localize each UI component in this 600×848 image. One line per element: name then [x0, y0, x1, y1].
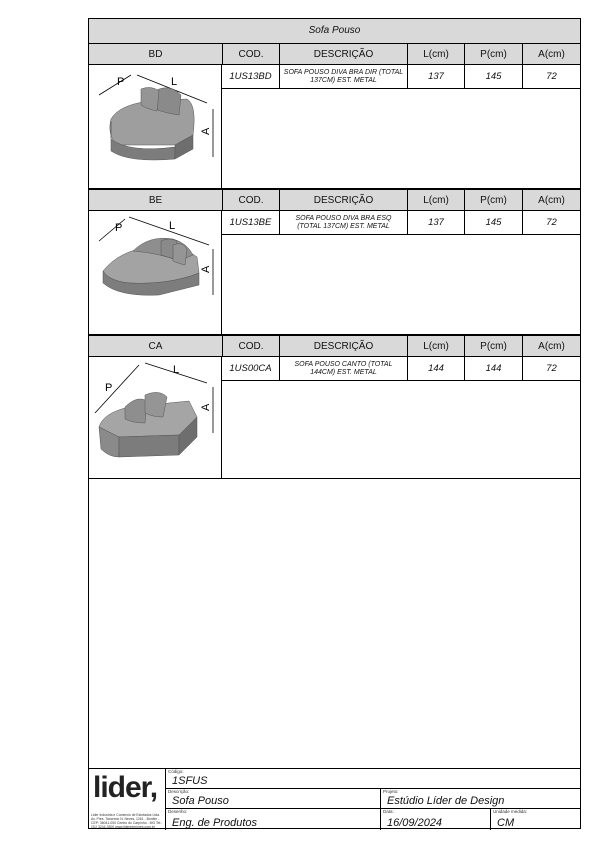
- section-label: BD: [148, 49, 163, 60]
- descricao-label: Descrição:: [168, 789, 190, 794]
- col-cod: COD.: [222, 336, 279, 357]
- section-header: [89, 335, 580, 357]
- cell-desc: SOFA POUSO DIVA BRA DIR (TOTAL 137CM) EST. METAL: [279, 65, 407, 88]
- col-cod: COD.: [222, 44, 279, 65]
- dim-a: A: [200, 127, 212, 135]
- table-row: [222, 357, 580, 381]
- dim-l: L: [171, 76, 178, 88]
- dim-p: P: [115, 222, 123, 234]
- section-ca: [89, 335, 580, 479]
- dim-p: P: [105, 382, 113, 394]
- desenho-field: [166, 809, 381, 830]
- product-drawing-bd: [89, 65, 222, 189]
- dim-p: P: [117, 76, 125, 88]
- section-bd: [89, 43, 580, 189]
- cell-l: 137: [407, 65, 464, 88]
- title-block: [89, 768, 580, 830]
- cell-a: 72: [522, 357, 580, 380]
- col-l: L(cm): [407, 190, 464, 211]
- codigo-field: [166, 769, 580, 789]
- col-descricao: DESCRIÇÃO: [279, 190, 407, 211]
- unidade-value: CM: [497, 817, 515, 829]
- section-header: [89, 189, 580, 211]
- data-label: Data:: [383, 809, 394, 814]
- logo-area: [89, 769, 166, 830]
- col-a: A(cm): [522, 44, 580, 65]
- codigo-label: Código:: [168, 769, 184, 774]
- projeto-field: [381, 789, 580, 809]
- col-p: P(cm): [464, 336, 522, 357]
- col-p: P(cm): [464, 190, 522, 211]
- table-row: [222, 211, 580, 235]
- sheet-title: Sofa Pouso: [89, 19, 580, 44]
- cell-desc: SOFA POUSO CANTO (TOTAL 144CM) EST. METAL: [279, 357, 407, 380]
- cell-p: 145: [464, 65, 522, 88]
- dim-a: A: [200, 265, 212, 273]
- dim-l: L: [173, 364, 180, 376]
- col-cod: COD.: [222, 190, 279, 211]
- company-address: Lider Industria e Comercio de Estofados Ltda. Av. Pres. Tancredo N. Neves, 1261 - Bonfim - CEP: 36041-000 Centro do Carpinho - MG Tel.: (31) 3244-3300 www.liderinteriores.com.br: [91, 813, 163, 829]
- codigo-value: 1SFUS: [172, 775, 208, 787]
- section-be: [89, 189, 580, 335]
- section-header: [89, 43, 580, 65]
- lider-logo: lider,: [93, 771, 158, 804]
- col-p: P(cm): [464, 44, 522, 65]
- cell-desc: SOFA POUSO DIVA BRA ESQ (TOTAL 137CM) EST. METAL: [279, 211, 407, 234]
- section-label: BE: [148, 195, 163, 206]
- cell-p: 144: [464, 357, 522, 380]
- unidade-field: [491, 809, 580, 830]
- dim-a: A: [200, 403, 212, 411]
- data-value: 16/09/2024: [387, 817, 443, 829]
- projeto-value: Estúdio Líder de Design: [387, 795, 505, 807]
- product-sheet: [88, 18, 581, 829]
- cell-p: 145: [464, 211, 522, 234]
- table-row: [222, 65, 580, 89]
- cell-cod: 1US13BD: [229, 71, 272, 82]
- col-l: L(cm): [407, 336, 464, 357]
- cell-a: 72: [522, 65, 580, 88]
- cell-cod: 1US00CA: [229, 363, 272, 374]
- unidade-label: Unidade medida:: [493, 809, 528, 814]
- desenho-label: Desenho:: [168, 809, 188, 814]
- col-descricao: DESCRIÇÃO: [279, 336, 407, 357]
- dim-l: L: [169, 220, 176, 232]
- projeto-label: Projeto:: [383, 789, 399, 794]
- desenho-value: Eng. de Produtos: [172, 817, 258, 829]
- data-field: [381, 809, 491, 830]
- cell-a: 72: [522, 211, 580, 234]
- product-drawing-ca: [89, 357, 222, 479]
- cell-l: 137: [407, 211, 464, 234]
- col-descricao: DESCRIÇÃO: [279, 44, 407, 65]
- section-label: CA: [148, 341, 163, 352]
- product-drawing-be: [89, 211, 222, 335]
- col-l: L(cm): [407, 44, 464, 65]
- cell-cod: 1US13BE: [229, 217, 272, 228]
- descricao-value: Sofa Pouso: [172, 795, 229, 807]
- col-a: A(cm): [522, 190, 580, 211]
- cell-l: 144: [407, 357, 464, 380]
- col-a: A(cm): [522, 336, 580, 357]
- descricao-field: [166, 789, 381, 809]
